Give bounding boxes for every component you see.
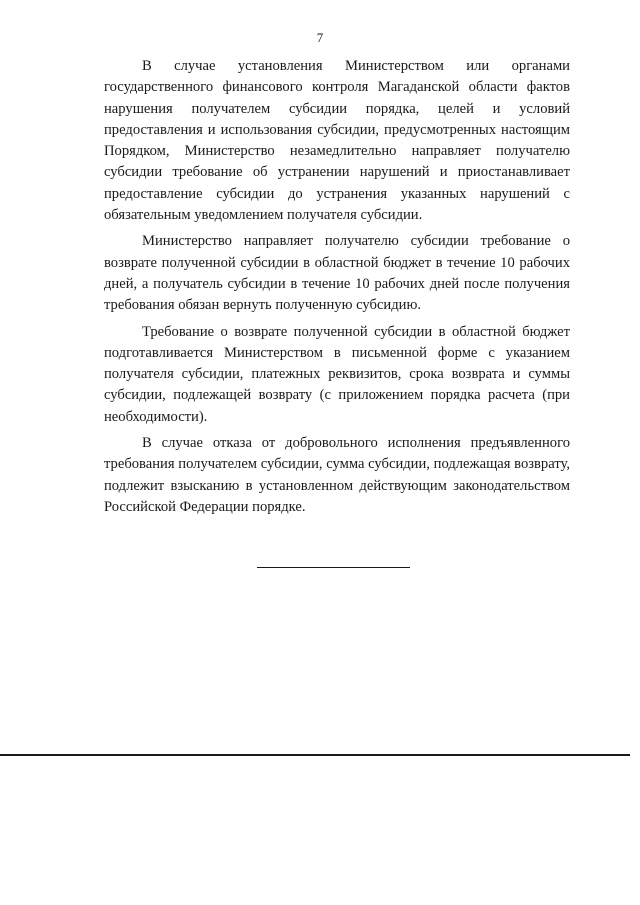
end-of-text-divider [257, 567, 410, 568]
paragraph-recovery: В случае отказа от добровольного исполнения предъявленного требования получателем субсидии, сумма субсидии, подлежащая возврату, подлежит взысканию в установленном действующим законодательством Российской Федерации порядке. [104, 435, 570, 515]
page-number: 7 [316, 30, 324, 45]
paragraph-requirement-form: Требование о возврате полученной субсидии в областной бюджет подготавливается Министерством в письменной форме с указанием получателя субсидии, платежных реквизитов, срока возврата и суммы субсидии, подлежащей возврату (с приложением порядка расчета (при необходимости). [104, 323, 570, 425]
document-body [104, 56, 570, 518]
paragraph-return-requirement: Министерство направляет получателю субсидии требование о возврате полученной субсидии в областной бюджет в течение 10 рабочих дней, а получатель субсидии в течение 10 рабочих дней после получения требования обязан вернуть полученную субсидию. [104, 233, 570, 314]
page-bottom-rule [0, 754, 630, 756]
paragraph-violation-procedure: В случае установления Министерством или органами государственного финансового контроля Магаданской области фактов нарушения получателем субсидии порядка, целей и условий предоставления и использования субсидии, предусмотренных настоящим Порядком, Министерство незамедлительно направляет получателю субсидии требование об устранении нарушений и приостанавливает предоставление субсидии до устранения указанных нарушений с обязательным уведомлением получателя субсидии. [104, 58, 570, 224]
